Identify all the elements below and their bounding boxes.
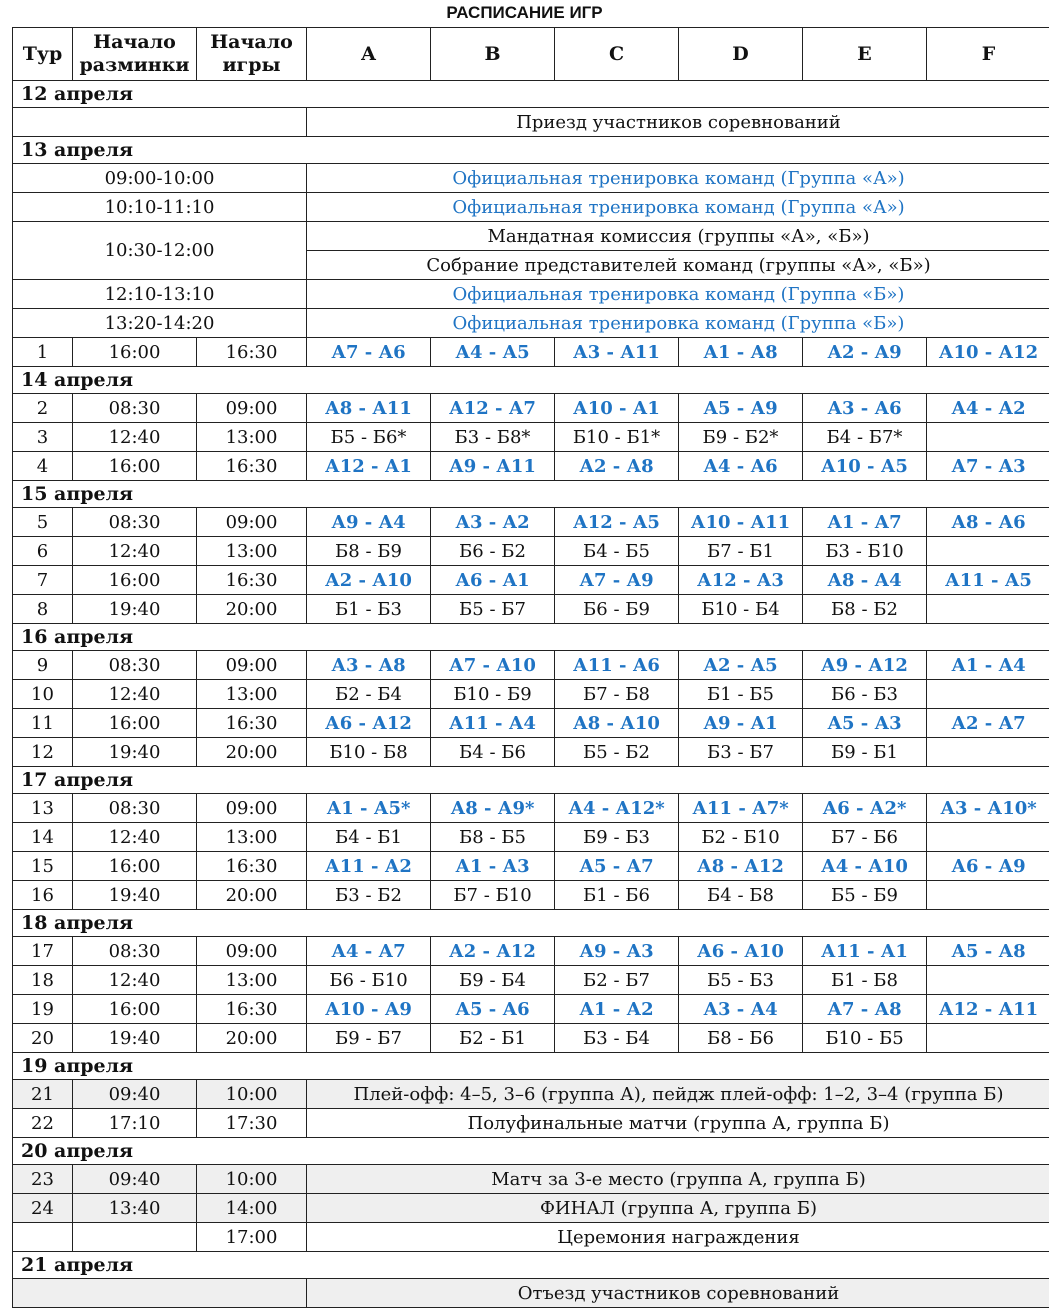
game-cell: А10 - А12 <box>927 338 1049 367</box>
game-cell: А7 - А6 <box>307 338 431 367</box>
game-cell: Б10 - Б1* <box>555 423 679 452</box>
start-time: 20:00 <box>197 881 307 910</box>
start-time: 13:00 <box>197 680 307 709</box>
game-cell: Б8 - Б6 <box>679 1024 803 1053</box>
round-number: 9 <box>13 651 73 680</box>
header-court-e: E <box>803 28 927 81</box>
game-cell: Б1 - Б6 <box>555 881 679 910</box>
game-cell: А6 - А10 <box>679 937 803 966</box>
start-time: 09:00 <box>197 937 307 966</box>
header-court-d: D <box>679 28 803 81</box>
game-cell: А4 - А12* <box>555 794 679 823</box>
start-time: 09:00 <box>197 651 307 680</box>
empty-cell <box>73 1223 197 1252</box>
event-cell: Церемония награждения <box>307 1223 1049 1252</box>
warmup-time: 19:40 <box>73 595 197 624</box>
start-time: 16:30 <box>197 338 307 367</box>
game-cell: А1 - А5* <box>307 794 431 823</box>
date-heading: 18 апреля <box>13 910 1049 937</box>
game-cell: Б5 - Б9 <box>803 881 927 910</box>
game-cell: А5 - А3 <box>803 709 927 738</box>
game-cell: Б3 - Б4 <box>555 1024 679 1053</box>
start-time: 13:00 <box>197 966 307 995</box>
date-heading: 17 апреля <box>13 767 1049 794</box>
game-cell: А8 - А11 <box>307 394 431 423</box>
start-time: 10:00 <box>197 1165 307 1194</box>
game-row <box>13 966 1049 995</box>
round-number: 17 <box>13 937 73 966</box>
game-cell <box>927 738 1049 767</box>
start-time: 20:00 <box>197 738 307 767</box>
warmup-time: 19:40 <box>73 881 197 910</box>
warmup-time: 16:00 <box>73 852 197 881</box>
start-time: 16:30 <box>197 852 307 881</box>
game-cell: А4 - А7 <box>307 937 431 966</box>
warmup-time: 09:40 <box>73 1165 197 1194</box>
game-cell: А9 - А1 <box>679 709 803 738</box>
game-cell <box>927 423 1049 452</box>
game-row <box>13 823 1049 852</box>
game-row <box>13 937 1049 966</box>
start-time: 10:00 <box>197 1080 307 1109</box>
game-cell: Б8 - Б5 <box>431 823 555 852</box>
game-cell: Б4 - Б7* <box>803 423 927 452</box>
game-cell: А10 - А11 <box>679 508 803 537</box>
game-cell: Б3 - Б10 <box>803 537 927 566</box>
round-number: 1 <box>13 338 73 367</box>
round-number: 6 <box>13 537 73 566</box>
game-cell: А4 - А10 <box>803 852 927 881</box>
game-cell: Б10 - Б4 <box>679 595 803 624</box>
warmup-time: 16:00 <box>73 995 197 1024</box>
round-number: 13 <box>13 794 73 823</box>
empty-cell <box>13 1223 73 1252</box>
game-cell: А11 - А7* <box>679 794 803 823</box>
header-row <box>13 28 1049 81</box>
game-cell: Б3 - Б7 <box>679 738 803 767</box>
warmup-time: 12:40 <box>73 680 197 709</box>
round-number: 22 <box>13 1109 73 1138</box>
event-cell: Матч за 3-е место (группа А, группа Б) <box>307 1165 1049 1194</box>
game-cell: А8 - А12 <box>679 852 803 881</box>
time-cell: 09:00-10:00 <box>13 164 307 193</box>
start-time: 20:00 <box>197 595 307 624</box>
time-cell: 13:20-14:20 <box>13 309 307 338</box>
game-cell: А9 - А11 <box>431 452 555 481</box>
game-cell: А12 - А5 <box>555 508 679 537</box>
game-cell: А5 - А7 <box>555 852 679 881</box>
game-cell: Б5 - Б6* <box>307 423 431 452</box>
date-heading: 21 апреля <box>13 1252 1049 1279</box>
round-number: 16 <box>13 881 73 910</box>
time-cell: 10:30-12:00 <box>13 222 307 280</box>
game-cell: Б6 - Б10 <box>307 966 431 995</box>
date-heading: 13 апреля <box>13 137 1049 164</box>
game-cell: А8 - А4 <box>803 566 927 595</box>
start-time: 16:30 <box>197 995 307 1024</box>
game-cell: А11 - А2 <box>307 852 431 881</box>
game-cell: Б3 - Б8* <box>431 423 555 452</box>
game-cell: А12 - А11 <box>927 995 1049 1024</box>
game-cell: А12 - А3 <box>679 566 803 595</box>
game-cell <box>927 595 1049 624</box>
game-row <box>13 852 1049 881</box>
game-cell: Б10 - Б5 <box>803 1024 927 1053</box>
game-cell: Б7 - Б6 <box>803 823 927 852</box>
event-cell: Приезд участников соревнований <box>307 108 1049 137</box>
game-cell: А2 - А12 <box>431 937 555 966</box>
game-cell: А11 - А1 <box>803 937 927 966</box>
round-number: 7 <box>13 566 73 595</box>
game-cell: А1 - А4 <box>927 651 1049 680</box>
game-cell: Б1 - Б8 <box>803 966 927 995</box>
departure-row <box>13 1279 1049 1308</box>
ceremony-row <box>13 1223 1049 1252</box>
event-cell: Официальная тренировка команд (Группа «А») <box>307 193 1049 222</box>
round-number: 5 <box>13 508 73 537</box>
warmup-time: 08:30 <box>73 508 197 537</box>
event-cell: Собрание представителей команд (группы «А», «Б») <box>307 251 1049 280</box>
header-court-c: C <box>555 28 679 81</box>
game-cell: А5 - А6 <box>431 995 555 1024</box>
date-heading: 14 апреля <box>13 367 1049 394</box>
game-cell: Б5 - Б2 <box>555 738 679 767</box>
game-cell: А8 - А6 <box>927 508 1049 537</box>
header-tour: Тур <box>13 28 73 81</box>
game-cell: Б6 - Б3 <box>803 680 927 709</box>
game-cell: А10 - А1 <box>555 394 679 423</box>
round-number: 15 <box>13 852 73 881</box>
final-row <box>13 1080 1049 1109</box>
game-cell: Б9 - Б3 <box>555 823 679 852</box>
header-warmup: Начало разминки <box>73 28 197 81</box>
start-time: 20:00 <box>197 1024 307 1053</box>
game-row <box>13 566 1049 595</box>
game-cell: А3 - А6 <box>803 394 927 423</box>
warmup-time: 12:40 <box>73 823 197 852</box>
date-heading: 15 апреля <box>13 481 1049 508</box>
game-cell: А12 - А1 <box>307 452 431 481</box>
start-time: 17:00 <box>197 1223 307 1252</box>
game-cell: А4 - А2 <box>927 394 1049 423</box>
warmup-time: 17:10 <box>73 1109 197 1138</box>
game-cell: Б8 - Б2 <box>803 595 927 624</box>
game-cell: А3 - А4 <box>679 995 803 1024</box>
game-row <box>13 338 1049 367</box>
start-time: 09:00 <box>197 508 307 537</box>
game-cell <box>927 966 1049 995</box>
game-cell: А2 - А10 <box>307 566 431 595</box>
game-cell: Б10 - Б9 <box>431 680 555 709</box>
game-row <box>13 394 1049 423</box>
game-cell: Б2 - Б1 <box>431 1024 555 1053</box>
time-cell: 12:10-13:10 <box>13 280 307 309</box>
game-row <box>13 1024 1049 1053</box>
start-time: 16:30 <box>197 452 307 481</box>
warmup-time: 12:40 <box>73 966 197 995</box>
game-cell <box>927 1024 1049 1053</box>
game-cell: А6 - А2* <box>803 794 927 823</box>
start-time: 17:30 <box>197 1109 307 1138</box>
game-row <box>13 794 1049 823</box>
game-row <box>13 595 1049 624</box>
round-number: 21 <box>13 1080 73 1109</box>
final-row <box>13 1109 1049 1138</box>
round-number: 2 <box>13 394 73 423</box>
game-cell: А6 - А12 <box>307 709 431 738</box>
event-cell: ФИНАЛ (группа А, группа Б) <box>307 1194 1049 1223</box>
game-cell: Б10 - Б8 <box>307 738 431 767</box>
game-row <box>13 651 1049 680</box>
game-cell: А2 - А9 <box>803 338 927 367</box>
game-cell: А7 - А10 <box>431 651 555 680</box>
warmup-time: 16:00 <box>73 338 197 367</box>
game-row <box>13 709 1049 738</box>
warmup-time: 16:00 <box>73 452 197 481</box>
start-time: 16:30 <box>197 709 307 738</box>
game-cell: Б9 - Б7 <box>307 1024 431 1053</box>
start-time: 09:00 <box>197 394 307 423</box>
event-cell: Полуфинальные матчи (группа А, группа Б) <box>307 1109 1049 1138</box>
game-cell: А2 - А7 <box>927 709 1049 738</box>
game-cell: А7 - А3 <box>927 452 1049 481</box>
game-cell: Б5 - Б3 <box>679 966 803 995</box>
game-cell: Б4 - Б1 <box>307 823 431 852</box>
round-number: 19 <box>13 995 73 1024</box>
game-cell: Б4 - Б6 <box>431 738 555 767</box>
game-cell: Б9 - Б1 <box>803 738 927 767</box>
date-heading: 12 апреля <box>13 81 1049 108</box>
date-heading: 16 апреля <box>13 624 1049 651</box>
game-cell: А3 - А2 <box>431 508 555 537</box>
start-time: 13:00 <box>197 823 307 852</box>
date-heading: 19 апреля <box>13 1053 1049 1080</box>
game-cell: Б2 - Б7 <box>555 966 679 995</box>
event-cell: Официальная тренировка команд (Группа «А») <box>307 164 1049 193</box>
game-cell: Б6 - Б9 <box>555 595 679 624</box>
game-cell: А5 - А9 <box>679 394 803 423</box>
warmup-time: 09:40 <box>73 1080 197 1109</box>
game-cell: А8 - А10 <box>555 709 679 738</box>
game-cell: Б7 - Б8 <box>555 680 679 709</box>
round-number: 11 <box>13 709 73 738</box>
game-cell: А4 - А5 <box>431 338 555 367</box>
game-cell: А1 - А3 <box>431 852 555 881</box>
date-heading: 20 апреля <box>13 1138 1049 1165</box>
game-cell: А3 - А8 <box>307 651 431 680</box>
game-cell: Б5 - Б7 <box>431 595 555 624</box>
round-number: 20 <box>13 1024 73 1053</box>
warmup-time: 08:30 <box>73 794 197 823</box>
game-cell: Б3 - Б2 <box>307 881 431 910</box>
header-court-b: B <box>431 28 555 81</box>
game-cell: А1 - А8 <box>679 338 803 367</box>
game-cell: А1 - А2 <box>555 995 679 1024</box>
game-cell: Б2 - Б10 <box>679 823 803 852</box>
game-cell: А12 - А7 <box>431 394 555 423</box>
game-row <box>13 680 1049 709</box>
header-court-f: F <box>927 28 1049 81</box>
game-row <box>13 738 1049 767</box>
game-cell: А11 - А6 <box>555 651 679 680</box>
round-number: 18 <box>13 966 73 995</box>
warmup-time: 12:40 <box>73 423 197 452</box>
game-row <box>13 995 1049 1024</box>
game-cell: А4 - А6 <box>679 452 803 481</box>
empty-cell <box>13 108 307 137</box>
final-row <box>13 1165 1049 1194</box>
start-time: 09:00 <box>197 794 307 823</box>
round-number: 10 <box>13 680 73 709</box>
warmup-time: 08:30 <box>73 651 197 680</box>
game-cell: А7 - А9 <box>555 566 679 595</box>
game-cell <box>927 881 1049 910</box>
warmup-time: 19:40 <box>73 738 197 767</box>
game-cell: Б8 - Б9 <box>307 537 431 566</box>
event-cell: Официальная тренировка команд (Группа «Б») <box>307 280 1049 309</box>
game-cell: Б7 - Б1 <box>679 537 803 566</box>
round-number: 24 <box>13 1194 73 1223</box>
time-cell: 10:10-11:10 <box>13 193 307 222</box>
game-cell: Б2 - Б4 <box>307 680 431 709</box>
warmup-time: 16:00 <box>73 566 197 595</box>
final-row <box>13 1194 1049 1223</box>
round-number: 23 <box>13 1165 73 1194</box>
game-cell: А7 - А8 <box>803 995 927 1024</box>
warmup-time: 08:30 <box>73 937 197 966</box>
game-cell: А11 - А5 <box>927 566 1049 595</box>
game-cell: А9 - А3 <box>555 937 679 966</box>
start-time: 14:00 <box>197 1194 307 1223</box>
game-row <box>13 537 1049 566</box>
game-cell: А10 - А5 <box>803 452 927 481</box>
start-time: 13:00 <box>197 537 307 566</box>
event-cell: Мандатная комиссия (группы «А», «Б») <box>307 222 1049 251</box>
page-title: РАСПИСАНИЕ ИГР <box>0 0 1049 26</box>
start-time: 16:30 <box>197 566 307 595</box>
game-cell: Б6 - Б2 <box>431 537 555 566</box>
game-cell: А11 - А4 <box>431 709 555 738</box>
game-cell: Б9 - Б2* <box>679 423 803 452</box>
game-row <box>13 423 1049 452</box>
game-cell: А3 - А11 <box>555 338 679 367</box>
schedule-table <box>12 27 1049 1308</box>
round-number: 3 <box>13 423 73 452</box>
game-cell: А6 - А1 <box>431 566 555 595</box>
warmup-time: 13:40 <box>73 1194 197 1223</box>
round-number: 8 <box>13 595 73 624</box>
game-cell: А2 - А5 <box>679 651 803 680</box>
warmup-time: 08:30 <box>73 394 197 423</box>
game-cell: Б4 - Б8 <box>679 881 803 910</box>
event-cell: Официальная тренировка команд (Группа «Б») <box>307 309 1049 338</box>
round-number: 4 <box>13 452 73 481</box>
game-cell: Б7 - Б10 <box>431 881 555 910</box>
game-cell: А3 - А10* <box>927 794 1049 823</box>
header-court-a: A <box>307 28 431 81</box>
warmup-time: 19:40 <box>73 1024 197 1053</box>
game-cell: Б9 - Б4 <box>431 966 555 995</box>
game-cell <box>927 680 1049 709</box>
event-cell: Отъезд участников соревнований <box>307 1279 1049 1308</box>
game-cell: Б4 - Б5 <box>555 537 679 566</box>
game-row <box>13 452 1049 481</box>
round-number: 14 <box>13 823 73 852</box>
game-cell: А6 - А9 <box>927 852 1049 881</box>
warmup-time: 12:40 <box>73 537 197 566</box>
header-start: Начало игры <box>197 28 307 81</box>
game-cell: А5 - А8 <box>927 937 1049 966</box>
game-cell: А10 - А9 <box>307 995 431 1024</box>
game-cell: А1 - А7 <box>803 508 927 537</box>
game-cell <box>927 537 1049 566</box>
game-row <box>13 508 1049 537</box>
warmup-time: 16:00 <box>73 709 197 738</box>
game-cell: Б1 - Б5 <box>679 680 803 709</box>
game-cell <box>927 823 1049 852</box>
game-cell: А8 - А9* <box>431 794 555 823</box>
game-cell: А9 - А4 <box>307 508 431 537</box>
event-cell: Плей-офф: 4–5, 3–6 (группа А), пейдж плей-офф: 1–2, 3–4 (группа Б) <box>307 1080 1049 1109</box>
round-number: 12 <box>13 738 73 767</box>
start-time: 13:00 <box>197 423 307 452</box>
game-cell: А2 - А8 <box>555 452 679 481</box>
empty-cell <box>13 1279 307 1308</box>
game-cell: Б1 - Б3 <box>307 595 431 624</box>
game-cell: А9 - А12 <box>803 651 927 680</box>
game-row <box>13 881 1049 910</box>
